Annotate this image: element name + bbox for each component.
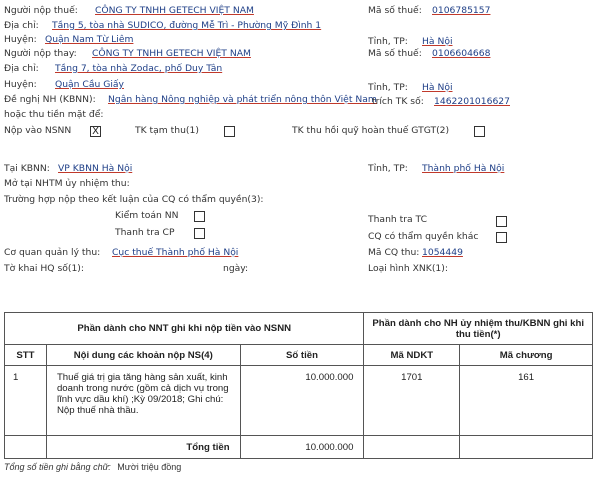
state-audit-checkbox[interactable] [194, 211, 205, 222]
agency-code: 1054449 [422, 247, 463, 258]
row-ndkt: 1701 [364, 366, 460, 436]
amount-in-words-value: Mười triệu đồng [117, 462, 182, 472]
vat-refund-checkbox[interactable] [474, 126, 485, 137]
cash-label: hoặc thu tiền mặt để: [4, 109, 104, 120]
row-content: Thuế giá trị gia tăng hàng sản xuất, kinh doanh trong nước (gồm cả dịch vụ trong lĩnh vực dầu khí) ;Kỳ 09/2018; Ghi chú: Nộp thuế nhà thầu. [46, 366, 240, 436]
taxpayer-tax-code: 0106785157 [432, 5, 491, 16]
agency-code-label: Mã CQ thu: [368, 247, 420, 258]
taxpayer-district-label: Huyện: [4, 34, 37, 45]
amount-header: Số tiền [240, 345, 364, 366]
treasury-city: Thành phố Hà Nội [422, 163, 505, 174]
state-audit-label: Kiểm toán NN [115, 210, 179, 221]
payer-address: Tầng 7, tòa nhà Zodac, phố Duy Tân [55, 63, 223, 74]
amount-in-words [4, 462, 181, 472]
total-amount: 10.000.000 [240, 436, 364, 459]
kbnn-label: Tại KBNN: [4, 163, 50, 174]
bank-section-header: Phần dành cho NH ủy nhiệm thu/KBNN ghi khi thu tiền(*) [364, 313, 593, 345]
taxpayer-address: Tầng 5, tòa nhà SUDICO, đường Mễ Trì - Phường Mỹ Đình 1 [52, 20, 322, 31]
payer-city-label: Tỉnh, TP: [368, 82, 408, 93]
other-authority-label: CQ có thẩm quyền khác [368, 231, 479, 242]
ndkt-header: Mã NDKT [364, 345, 460, 366]
taxpayer-city: Hà Nội [422, 36, 453, 47]
payer-tax-code: 0106604668 [432, 48, 491, 59]
nsnn-checkbox[interactable]: X [90, 126, 101, 137]
table-row [5, 366, 593, 436]
payer-district: Quận Cầu Giấy [55, 79, 124, 90]
payer-city: Hà Nội [422, 82, 453, 93]
payer-name-label: Người nộp thay: [4, 48, 77, 59]
row-stt: 1 [5, 366, 47, 436]
customs-label: Tờ khai HQ số(1): [4, 263, 84, 274]
conclusion-label: Trường hợp nộp theo kết luận của CQ có thẩm quyền(3): [4, 194, 264, 205]
nhtm-label: Mở tại NHTM ủy nhiệm thu: [4, 178, 130, 189]
taxpayer-tax-code-label: Mã số thuế: [368, 5, 422, 16]
payer-name: CÔNG TY TNHH GETECH VIỆT NAM [92, 48, 251, 59]
taxpayer-city-label: Tỉnh, TP: [368, 36, 408, 47]
gov-inspect-checkbox[interactable] [194, 228, 205, 239]
customs-date-label: ngày: [223, 263, 249, 274]
finance-inspect-checkbox[interactable] [496, 216, 507, 227]
gov-inspect-label: Thanh tra CP [115, 227, 175, 238]
payment-table [4, 312, 593, 459]
temp-account-label: TK tạm thu(1) [135, 125, 199, 136]
bank-request-name: Ngân hàng Nông nghiệp và phát triển nông thôn Việt Nam [108, 94, 377, 105]
agency-name: Cục thuế Thành phố Hà Nội [112, 247, 239, 258]
taxpayer-district: Quận Nam Từ Liêm [45, 34, 134, 45]
temp-account-checkbox[interactable] [224, 126, 235, 137]
agency-label: Cơ quan quản lý thu: [4, 247, 101, 258]
total-label: Tổng tiền [46, 436, 240, 459]
taxpayer-name: CÔNG TY TNHH GETECH VIỆT NAM [95, 5, 254, 16]
account-number: 1462201016627 [434, 96, 510, 107]
finance-inspect-label: Thanh tra TC [368, 214, 428, 225]
payer-tax-code-label: Mã số thuế: [368, 48, 422, 59]
taxpayer-name-label: Người nộp thuế: [4, 5, 78, 16]
chapter-header: Mã chương [460, 345, 593, 366]
content-header: Nội dung các khoản nộp NS(4) [46, 345, 240, 366]
row-chapter: 161 [460, 366, 593, 436]
nsnn-label: Nộp vào NSNN [4, 125, 72, 136]
total-row [5, 436, 593, 459]
treasury-city-label: Tỉnh, TP: [368, 163, 408, 174]
other-authority-checkbox[interactable] [496, 232, 507, 243]
payer-address-label: Địa chỉ: [4, 63, 39, 74]
payer-district-label: Huyện: [4, 79, 37, 90]
xnk-label: Loại hình XNK(1): [368, 263, 448, 274]
row-amount: 10.000.000 [240, 366, 364, 436]
taxpayer-section-header: Phần dành cho NNT ghi khi nộp tiền vào NSNN [5, 313, 364, 345]
stt-header: STT [5, 345, 47, 366]
vat-refund-label: TK thu hồi quỹ hoàn thuế GTGT(2) [292, 125, 450, 136]
taxpayer-address-label: Địa chỉ: [4, 20, 39, 31]
bank-request-label: Đề nghị NH (KBNN): [4, 94, 96, 105]
amount-in-words-label: Tổng số tiền ghi bằng chữ: [4, 462, 111, 472]
kbnn-name: VP KBNN Hà Nội [58, 163, 133, 174]
account-label: trích TK số: [372, 96, 424, 107]
